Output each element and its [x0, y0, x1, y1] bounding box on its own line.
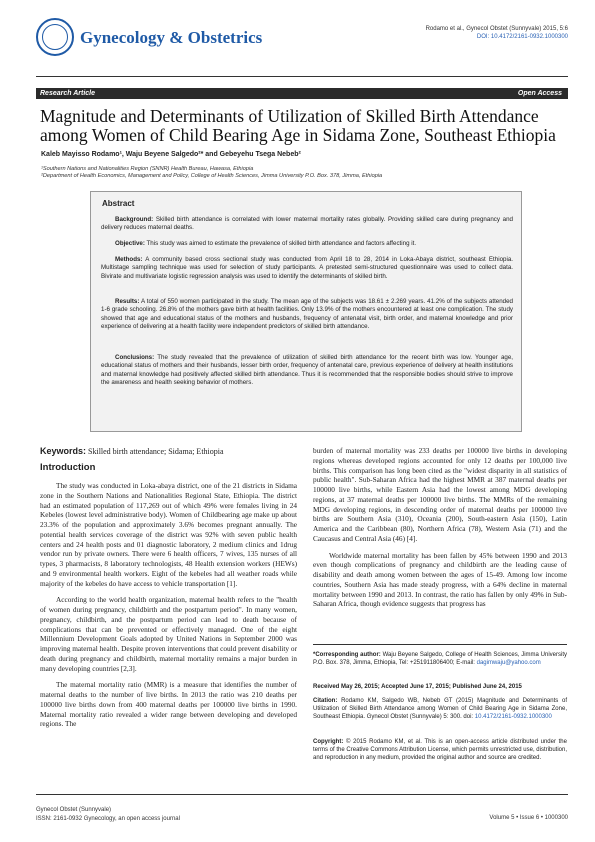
- copyright-block: [313, 739, 567, 762]
- abstract-heading: Abstract: [102, 199, 135, 208]
- footer-volume: Volume 5 • Issue 6 • 1000300: [489, 815, 568, 821]
- corresponding-email-link[interactable]: dagimwaju@yahoo.com: [476, 659, 541, 666]
- corresponding-text: Waju Beyene Salgedo, College of Health Sciences, Jimma University P.O. Box. 378, Jimma, Ethiopia, Tel: +251911806400; E-mail:: [313, 652, 567, 666]
- background-text: Skilled birth attendance is correlated with lower maternal mortality rates globally. Providing skilled care during pregnancy and delivery reduces maternal deaths.: [101, 216, 513, 232]
- abstract-results: [101, 298, 513, 331]
- keywords: [40, 446, 300, 456]
- right-column: [313, 446, 567, 616]
- objective-text: This study was aimed to estimate the prevalence of skilled birth attendance and factors affecting it.: [146, 240, 417, 247]
- article-type-label: Research Article: [40, 90, 95, 97]
- corresponding-label: *Corresponding author:: [313, 652, 381, 658]
- affiliation-1: ¹Southern Nations and Nationalities Region (SNNR) Health Bureau, Hawasa, Ethiopia: [41, 166, 254, 172]
- article-title: Magnitude and Determinants of Utilization of Skilled Birth Attendance among Women of Child Bearing Age in Sidama Zone, Southeast Ethiopia: [40, 106, 556, 145]
- objective-label: Objective:: [115, 240, 145, 247]
- citation-label: Citation:: [313, 698, 338, 704]
- abstract-background: [101, 216, 513, 233]
- intro-paragraph-2: According to the world health organization, maternal health refers to the "health of women during pregnancy, childbirth and the postpartum period". In many women, pregnancy, childbirth, and the postpartum period can lead to death because of complications that can be prevented or effectively managed. One of the eight Millennium Development Goals adopted by United Nations in September 2000 was improving maternal health. Despite proven interventions that could prevent disability or death during pregnancy and childbirth, maternal mortality remains a major burden in many developing countries [2,3].: [40, 595, 297, 673]
- intro-paragraph-4: burden of maternal mortality was 233 deaths per 100000 live births in developing regions whereas developed regions accounted for only 12 deaths per 100,000 live births. This comparison has long been cited as the "widest disparity in all statistics of public health". Sub-Saharan Africa had the highest MMR at 387 maternal deaths per 100000 live births, while Eastern Asia had the lowest among MDG developing regions, at 37 maternal deaths per 100000 live births. The MMRs of the remaining MDG developing regions, in descending order of maternal deaths per 100000 live births are Southern Asia (310), Oceania (200), South-eastern Asia (150), Latin America and the Caribbean (80), Northern Africa (78), Western Asia (71) and the Caucasus and Central Asia (46) [4].: [313, 446, 567, 543]
- header-divider: [36, 76, 568, 77]
- logo-emblem-icon: [42, 24, 68, 50]
- header-doi-link[interactable]: DOI: 10.4172/2161-0932.1000300: [476, 34, 568, 40]
- conclusions-label: Conclusions:: [115, 354, 155, 361]
- left-column: [40, 481, 297, 736]
- results-label: Results:: [115, 298, 140, 305]
- citation-block: [313, 698, 567, 721]
- copyright-label: Copyright:: [313, 739, 344, 745]
- citation-doi-link[interactable]: 10.4172/2161-0932.1000300: [474, 713, 552, 720]
- methods-label: Methods:: [115, 256, 143, 263]
- keywords-text: Skilled birth attendance; Sidama; Ethiopia: [88, 447, 224, 456]
- intro-paragraph-3: The maternal mortality ratio (MMR) is a measure that identifies the number of maternal deaths to the number of live births. In 2013 the ratio was 210 deaths per 100000 live births down from 400 maternal deaths per 100000 live births in 1990. Maternal mortality ratio revealed a wider range between developing and developed regions. The: [40, 680, 297, 729]
- footer-divider: [36, 794, 568, 795]
- citation-text: Rodamo KM, Salgedo WB, Nebeb GT (2015) Magnitude and Determinants of Utilization of Skilled Birth Attendance among Women of Child Bearing Age in Sidama Zone, Southeast Ethiopia. Gynecol Obstet (Sunnyvale) 5: 300. doi:: [313, 698, 567, 720]
- methods-text: A community based cross sectional study was conducted from April 18 to 28, 2014 in Loka-Abaya district, southeast Ethiopia. Multistage sampling technique was used for selection of study participants. A pretested semi-structured questionnaire was used to collect data. Bivirate and multivariate logistic regression analysis was used to identify the determinants of skilled birth.: [101, 256, 513, 280]
- conclusions-text: The study revealed that the prevalence of utilization of skilled birth attendance for the recent birth was low. Younger age, educational status of mothers and their husbands, lesser birth order, frequency of antenatal care, previous experience of delivery at health institutions and maternal knowledge had positively affected skilled birth attendance. Thus it is recommended that the responsible bodies should strive to improve the awareness and health seeking behavior of mothers.: [101, 354, 514, 386]
- keywords-label: Keywords:: [40, 446, 87, 456]
- journal-name[interactable]: Gynecology & Obstetrics: [80, 28, 263, 47]
- introduction-heading: Introduction: [40, 462, 96, 473]
- footer-journal: Gynecol Obstet (Sunnyvale): [36, 807, 112, 813]
- intro-paragraph-1: The study was conducted in Loka-abaya district, one of the 21 districts in Sidama zone in the Southern Nations and Nationalities Regional State, Ethiopia. The district had an estimated population of 117,269 out of which 49% were females living in 24 Kebeles (lowest level administrative body). Women of Childbearing age make up about 23.3% of the population and approximately 3.6% becomes pregnant annually. The potential health services coverage of the district was 92% with seven public health centers and 24 health posts and 01 diagnostic laboratory, 2 medium clinics and 1drug vendor run by private owners. There were 6 health officers, 7 wives, 135 nurses of all types, 3 pharmacists, 8 laboratory technologists, 48 Health extension workers (HEWs) and 9 environmental health workers. Eight of the kebeles had all weather roads while majority of the kebeles do have access to vehicle transportation [1].: [40, 481, 297, 588]
- header-citation: [308, 25, 568, 41]
- affiliation-2: ²Department of Health Economics, Management and Policy, College of Health Sciences, Jimma University P.O. Box. 378, Jimma, Ethiopia: [41, 173, 383, 179]
- intro-paragraph-5: Worldwide maternal mortality has been fallen by 45% between 1990 and 2013 even though complications of pregnancy and childbirth are the leading cause of disability and death among women between the ages of 15-49. Among low income countries, Southern Asia has made steady progress, with a 64% decline in maternal mortality between 1990 and 2013. In contrast, the ratio has fallen by only 49% in Sub-Saharan Africa, though evidence suggests that progress has: [313, 550, 567, 609]
- abstract-objective: [101, 240, 513, 248]
- background-label: Background:: [115, 216, 154, 223]
- received-dates: Received May 26, 2015; Accepted June 17, 2015; Published June 24, 2015: [313, 684, 522, 690]
- header-citation-line: Rodamo et al., Gynecol Obstet (Sunnyvale) 2015, 5:6: [425, 26, 568, 32]
- footer-journal-info: [36, 806, 336, 824]
- article-type-bar: [36, 88, 568, 99]
- open-access-label: Open Access: [517, 90, 562, 97]
- author-list: Kaleb Mayisso Rodamo¹, Waju Beyene Salgedo²* and Gebeyehu Tsega Nebeb²: [41, 151, 301, 158]
- abstract-box: [90, 191, 522, 432]
- journal-logo: [36, 18, 74, 56]
- correspondence-divider: [313, 644, 567, 645]
- abstract-conclusions: [101, 354, 513, 387]
- results-text: A total of 550 women participated in the study. The mean age of the subjects was 18.61 ± 2.269 years. 41.2% of the subjects attended 1-6 grade schooling. 26.8% of the mothers gave birth at health facilities. Only 13.9% of the mothers encountered at least one complication. The study showed that age and educational status of the mothers and husbands, frequency of antenatal visit, birth order, and maternal knowledge and prior experience of delivering at a health facility were independent predictors of skilled birth attendance.: [101, 298, 513, 330]
- abstract-methods: [101, 256, 513, 281]
- corresponding-author: [313, 652, 567, 668]
- copyright-text: © 2015 Rodamo KM, et al. This is an open-access article distributed under the terms of the Creative Commons Attribution License, which permits unrestricted use, distribution, and reproduction in any medium, provided the original author and source are credited.: [313, 739, 567, 761]
- footer-issn: ISSN: 2161-0932 Gynecology, an open access journal: [36, 816, 180, 822]
